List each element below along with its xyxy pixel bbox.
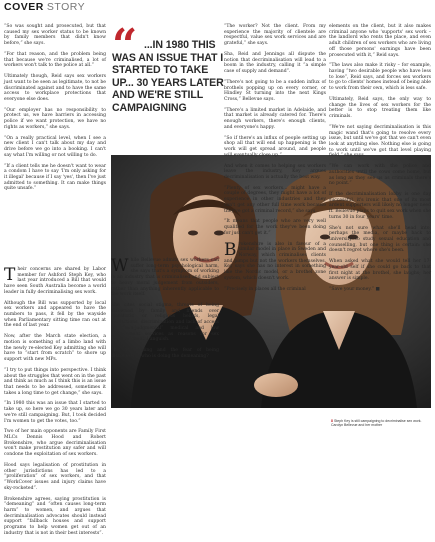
article-column-1 bbox=[4, 24, 106, 197]
paragraph: Hood says legalisation of prostitution in other jurisdictions has led to a “proliferation” of sex workers, and that “WorkCover issues and injury claims have sky-rocketed”. bbox=[4, 462, 106, 491]
article-column-3 bbox=[224, 24, 326, 297]
paragraph: elements on the client, but it also makes criminal anyone who 'supports' sex work – the landlord who rents the place, and even adult children of sex workers who are living off those persons' earnings have been prosecuted with it,” Reid says. bbox=[329, 24, 431, 58]
paragraph: “Our employer has no responsibility to protect us, we have barriers in accessing police if we want protection, we have no rights as workers,” she says. bbox=[4, 107, 106, 130]
paragraph: “Save your money.” ■ bbox=[329, 287, 380, 293]
paragraph: Ultimately though, Reid says sex workers just want to be seen as legitimate, to not be discriminated against and to have the same access to workplace protections that everyone else does. bbox=[4, 74, 106, 102]
paragraph: She cites social stigma, threats of being disowned by family and friends over moralistic or religious beliefs, legal restrictions, discrimination and lack of access to “non-judgmental” medical and law enforcement services as reasons for sex workers' mental anguish. bbox=[111, 303, 219, 343]
section-label-story: STORY bbox=[46, 1, 86, 13]
drop-cap: T bbox=[4, 265, 16, 285]
section-header bbox=[4, 1, 431, 15]
paragraph: “If a client tells me he doesn't want to wear a condom I have to say 'I'm only asking for it illegal' because if I say 'yes', then I've just admitted to something. It can make things quite unsafe.” bbox=[4, 163, 106, 192]
drop-cap: W bbox=[111, 256, 129, 276]
paragraph: When asked what she would tell her 17-year-old self if she could go back to that first night at the brothel, she laughs; her answer is simple. bbox=[329, 259, 431, 282]
paragraph: Ultimately, Reid says, the only way to change the lives of sex workers for the better is to stop treating them like criminals. bbox=[329, 96, 431, 120]
paragraph: She's not sure what she'll head into, perhaps the media, or maybe back to university to study sexual education and counselling, but one thing is certain: she doesn't regret where she's been. bbox=[329, 225, 431, 254]
paragraph: “In 1980 this was an issue that I started to take up, so here we go 30 years later and we're still campaigning. But, I took decided I'm women to get the votes, too.” bbox=[4, 401, 106, 424]
section-label-cover: COVER bbox=[4, 1, 44, 13]
paragraph: “Precisely in places all the criminal bbox=[224, 286, 306, 292]
paragraph: “There's not going to be a sudden influx of brothels popping up on every corner, or Hindley St turning into the next Kings Cross,” Bellevue says. bbox=[224, 79, 326, 102]
pull-quote-text: ...IN 1980 THIS WAS AN ISSUE THAT I STARTED TO TAKE UP... 30 YEARS LATER AND WE'RE STILL CAMPAIGNING bbox=[112, 39, 224, 114]
paragraph: “We're not saying decriminalisation is this magic wand that's going to resolve every issue, but until we've got that we can't even look at anything else. Nothing else is going to work until we've got that level playing field,” she says. bbox=[329, 124, 431, 159]
paragraph: Sha, Reid and Jennings all dispute the notion that decriminalisation will lead to a boom in the industry, calling it “a simple case of supply and demand”. bbox=[224, 51, 326, 75]
paragraph: “It means that people who are very well qualified for the work they've been doing for just can't get it.” bbox=[224, 219, 326, 236]
article-column-1-lower bbox=[4, 267, 106, 542]
drop-cap: B bbox=[224, 239, 237, 260]
article-column-4 bbox=[329, 24, 431, 298]
page-number: 8 bbox=[331, 419, 333, 423]
paragraph: Now, after the March state election, a motion is something of a limbo land with the newly re-elected Key admitting she will have to “start from scratch” to shore up support with new MPs. bbox=[4, 334, 106, 363]
paragraph: “We can work with the police and authorities until the cows come home, but as long as they see us as criminals there's no point.” bbox=[329, 164, 431, 187]
paragraph: “I try to put things into perspective. I think about the struggles that went on in the past and think as much as I think this is an issue that needs to be addressed, sometimes it takes a long time to get change,” she says. bbox=[4, 367, 106, 396]
paragraph: And when it comes to helping sex workers leave the industry, Key argues decriminalisation is actually the best way. bbox=[224, 163, 326, 180]
paragraph: “Plenty of sex workers... might have a couple of degrees, they might have a lot of experience in other industries and they can't get any other full time work because they've got a criminal record,” she says. bbox=[224, 185, 326, 214]
paragraph: “It's the hiding and the fear of being discovered – who is doing the demeaning? bbox=[111, 348, 219, 359]
caption-text: Steph Key is still campaigning to decriminalise sex work. Carolyn Bellevue and her mother bbox=[331, 419, 422, 428]
paragraph-dropcap: Their concerns are shared by Labor member for Ashford Steph Key, who last year introduced a Bill that would have seen South Australia become a world leader in fully decriminalising sex work. bbox=[4, 265, 106, 295]
quote-mark-icon: “ bbox=[112, 20, 138, 71]
paragraph-dropcap: Brokenshire is also in favour of a similar model in place in Sweden and Norway, which criminalises clients and pimps but not the workers themselves. Key says she has no interest in something like the Nordic model, or a brothel zone system, which doesn't work. bbox=[224, 239, 326, 281]
paragraph: Two of her main opponents are Family First MLCs Dennis Hood and Robert Brokenshire, who argue decriminalisation won't make prostitution any safer and will condone the exploitation of sex workers. bbox=[4, 429, 106, 458]
paragraph: “On a really practical level, when I see a new client I can't talk about my day and drive before we go into a booking. I can't say what I'm willing or not willing to do. bbox=[4, 135, 106, 158]
photo-caption bbox=[331, 419, 432, 428]
paragraph: “So was sought and prosecuted, but that caused my sex worker status to be known by family members that didn't know before,” she says. bbox=[4, 24, 106, 47]
paragraph-dropcap: While Bellevue admits sex workers can suffer long-term psychological harm, she says that's a symptom of working in an industry that is criminalised and subject to heavy moral judgement from outsiders, rather than anything inherently applicable to the work itself. bbox=[111, 256, 219, 298]
paragraph: If the decriminalisation lobby is one day successful, it's ironic that one of its most ardent supporters will likely no longer need it. Bellevue plans to quit sex work when she turns 30 in four years' time. bbox=[329, 192, 431, 220]
paragraph: “There's a limited market in Adelaide, and that market is already catered for. There's enough workers, there's enough clients, and everyone's happy. bbox=[224, 107, 326, 130]
paragraph: “So if there's an influx of people setting up shop all that will end up happening is the work will get spread around, and people will eventually close up.” bbox=[224, 135, 326, 158]
paragraph: “The worker? Not the client. From my experience the majority of clientele are respectful, value sex work services and are grateful,” she says. bbox=[224, 24, 326, 47]
paragraph: Although the Bill was supported by local sex workers and appeared to have the numbers to pass, it fell by the wayside when Parliamentary sitting time ran out at the end of last year. bbox=[4, 300, 106, 329]
paragraph: “The laws also make it risky – for example, having “two desirable people who have less to lose”, Reid says, and forces sex workers to go to clients' homes instead of being able to work from their own, which is less safe. bbox=[329, 63, 431, 92]
paragraph: Brokenshire agrees, saying prostitution is “demeaning” and “often causes long-term harm” to women, and argues that decriminalisation advocates should instead support “fallback houses and support programs to help women get out of an industry that is not in their best interests”. bbox=[4, 496, 106, 536]
article-column-2 bbox=[111, 258, 219, 365]
paragraph: “For that reason, and the problem being that because we're criminalised, a lot of workers won't talk to the police at all.” bbox=[4, 51, 106, 69]
